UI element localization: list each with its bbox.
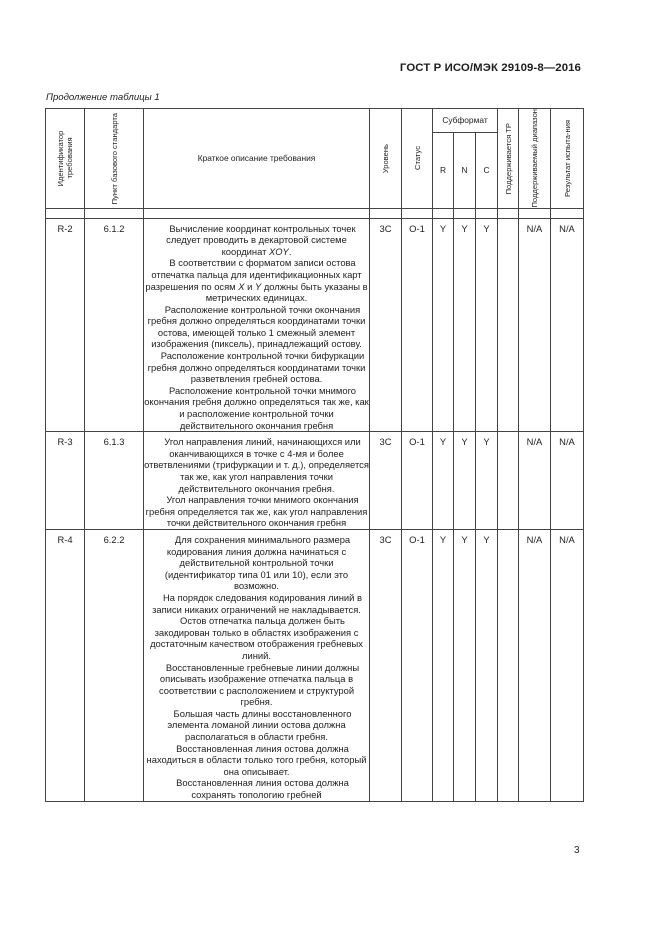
col-header-clause: Пункт базового стандарта bbox=[85, 109, 144, 209]
col-header-test-result: Результат испыта-ния bbox=[551, 109, 584, 209]
cell-id: R-2 bbox=[46, 218, 85, 432]
cell-description bbox=[144, 218, 370, 432]
cell-status: О-1 bbox=[402, 432, 433, 530]
col-header-sub-r: R bbox=[433, 132, 454, 208]
document-header: ГОСТ Р ИСО/МЭК 29109-8—2016 bbox=[399, 62, 581, 74]
cell-level: 3С bbox=[370, 529, 402, 801]
cell-supported-tr bbox=[498, 218, 519, 432]
col-header-supported-range: Поддерживаемый диапазон bbox=[519, 109, 551, 209]
cell-test-result: N/A bbox=[551, 432, 584, 530]
description-paragraph: Вычисление координат контрольных точек следует проводить в декартовой системе координат XOY. bbox=[166, 222, 356, 257]
header-spacer-row bbox=[46, 208, 584, 218]
cell-id: R-3 bbox=[46, 432, 85, 530]
description-paragraph: Угол направления точки мнимого окончания гребня определяется так же, как угол направления точки действительного окончания гребня bbox=[145, 494, 368, 529]
description-paragraph: В соответствии с форматом записи остова отпечатка пальца для идентификационных карт разрешения по осям X и Y должны быть указаны в метрических единицах. bbox=[145, 257, 368, 304]
description-paragraph: Остов отпечатка пальца должен быть закодирован только в областях изображения с достаточным качеством отображения гребневых линий. bbox=[150, 615, 363, 661]
col-header-description: Краткое описание требования bbox=[144, 109, 370, 209]
cell-supported-range: N/A bbox=[519, 218, 551, 432]
description-paragraph: Восстановленная линия остова должна сохранять топологию гребней bbox=[176, 777, 349, 801]
col-header-subformat: Субформат bbox=[433, 109, 498, 133]
cell-clause: 6.1.2 bbox=[85, 218, 144, 432]
cell-sub-r: Y bbox=[433, 218, 454, 432]
description-paragraph: Расположение контрольной точки бифуркации гребня должно определяться координатами точки разветвления гребней остова. bbox=[147, 350, 366, 385]
cell-sub-c: Y bbox=[476, 529, 498, 801]
description-paragraph: Угол направления линий, начинающихся или оканчивающихся в точке с 4-мя и более ответвлениями (трифуркации и т. д.), определяется так же, как угол направления точки действительного окончания гребня. bbox=[144, 436, 369, 494]
cell-sub-r: Y bbox=[433, 432, 454, 530]
col-header-sub-c: C bbox=[476, 132, 498, 208]
cell-supported-tr bbox=[498, 432, 519, 530]
cell-sub-n: Y bbox=[454, 218, 476, 432]
table-row bbox=[46, 432, 584, 530]
description-paragraph: Для сохранения минимального размера кодирования линия должна начинаться с действительной контрольной точки (идентификатор типа 01 или 10), если это возможно. bbox=[164, 533, 351, 592]
cell-level: 3С bbox=[370, 218, 402, 432]
col-header-status: Статус bbox=[402, 109, 433, 209]
cell-supported-range: N/A bbox=[519, 432, 551, 530]
cell-status: О-1 bbox=[402, 529, 433, 801]
description-paragraph: Восстановленные гребневые линии должны описывать изображение отпечатка пальца в соответствии с расположением и структурой гребня. bbox=[158, 661, 360, 708]
table-row bbox=[46, 218, 584, 432]
page-number: 3 bbox=[574, 845, 580, 856]
description-paragraph: На порядок следования кодирования линий в записи никаких ограничений не накладывается. bbox=[152, 591, 362, 615]
cell-level: 3С bbox=[370, 432, 402, 530]
cell-status: О-1 bbox=[402, 218, 433, 432]
description-paragraph: Расположение контрольной точки окончания гребня должно определяться координатами точки остова, имеющей только 1 смежный элемент изображения (пиксель), принадлежащий остову. bbox=[147, 303, 366, 350]
cell-id: R-4 bbox=[46, 529, 85, 801]
cell-clause: 6.1.3 bbox=[85, 432, 144, 530]
col-header-supported-tr: Поддерживается ТР bbox=[498, 109, 519, 209]
cell-description bbox=[144, 529, 370, 801]
cell-sub-c: Y bbox=[476, 432, 498, 530]
description-paragraph: Восстановленная линия остова должна находиться в области только того гребня, который она описывает. bbox=[146, 742, 367, 777]
col-header-sub-n: N bbox=[454, 132, 476, 208]
description-paragraph: Расположение контрольной точки мнимого окончания гребня должно определяться так же, как и расположение контрольной точки действительного окончания гребня bbox=[144, 384, 369, 431]
cell-description bbox=[144, 432, 370, 530]
cell-test-result: N/A bbox=[551, 529, 584, 801]
description-paragraph: Большая часть длины восстановленного элемента ломаной линии остова должна располагаться в области гребня. bbox=[167, 707, 352, 743]
cell-supported-tr bbox=[498, 529, 519, 801]
cell-sub-r: Y bbox=[433, 529, 454, 801]
cell-sub-n: Y bbox=[454, 529, 476, 801]
cell-clause: 6.2.2 bbox=[85, 529, 144, 801]
table-row bbox=[46, 529, 584, 801]
col-header-id: Идентификатор требования bbox=[46, 109, 85, 209]
requirements-table bbox=[45, 108, 584, 802]
cell-sub-n: Y bbox=[454, 432, 476, 530]
cell-sub-c: Y bbox=[476, 218, 498, 432]
cell-supported-range: N/A bbox=[519, 529, 551, 801]
table-caption: Продолжение таблицы 1 bbox=[46, 92, 160, 103]
cell-test-result: N/A bbox=[551, 218, 584, 432]
table-header bbox=[46, 109, 584, 219]
col-header-level: Уровень bbox=[370, 109, 402, 209]
